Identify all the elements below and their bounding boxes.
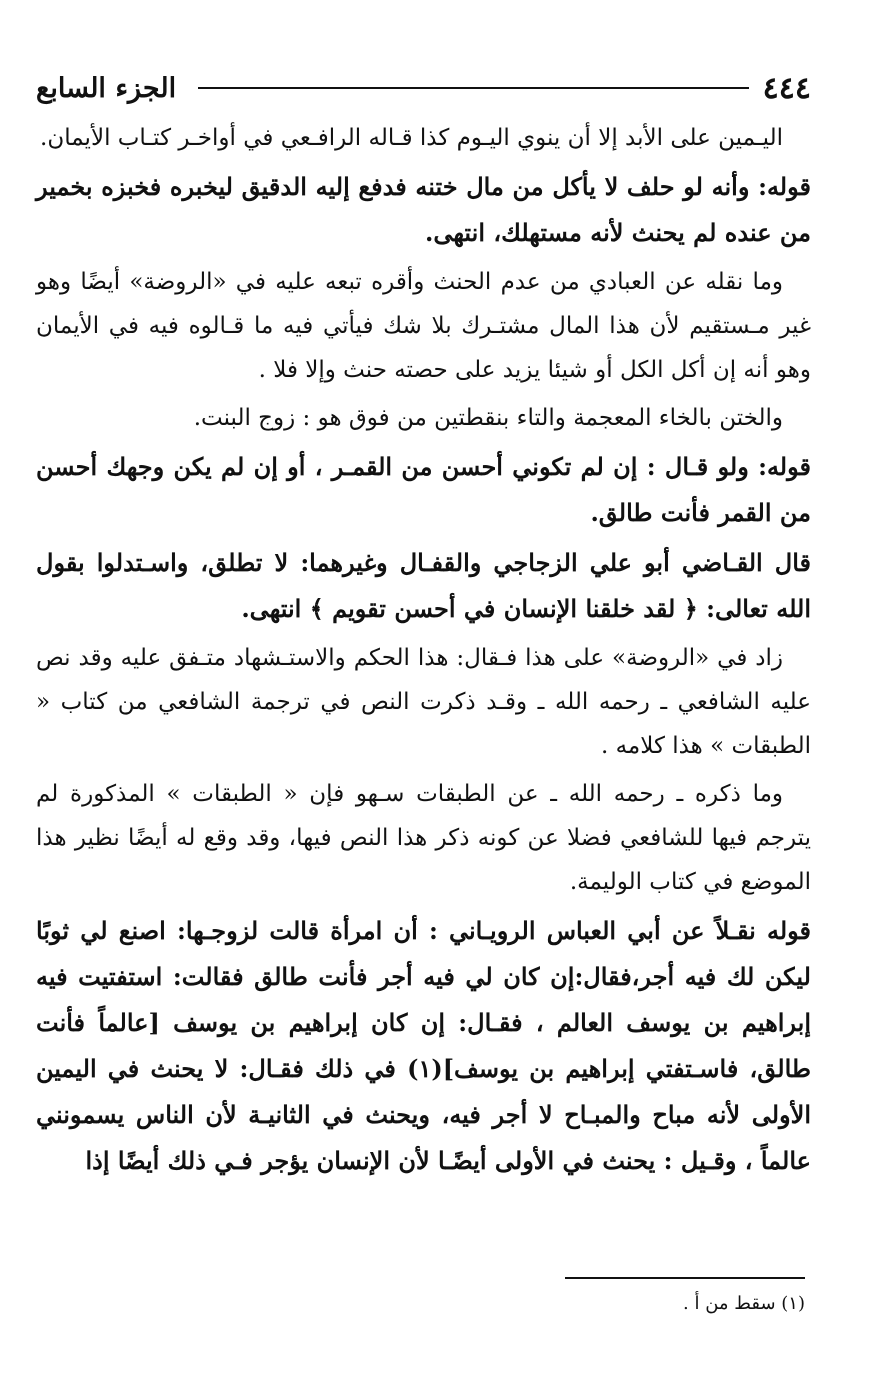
quoted-passage: قال القـاضي أبو علي الزجاجي والقفـال وغيرهما: لا تطلق، واسـتدلوا بقول الله تعالى: ﴿ لقد خلقنا الإنسان في أحسن تقويم ﴾ انتهى. <box>36 548 811 623</box>
footnote-rule <box>565 1277 805 1279</box>
paragraph: زاد في «الروضة» على هذا فـقال: هذا الحكم والاستـشهاد متـفق عليه وقد نص عليه الشافعي ـ رحمه الله ـ وقـد ذكرت النص في ترجمة الشافعي من كتاب « الطبقات » هذا كلامه . <box>36 645 811 759</box>
running-head: الجزء السابع <box>36 72 177 104</box>
paragraph: والختن بالخاء المعجمة والتاء بنقطتين من فوق هو : زوج البنت. <box>193 405 783 431</box>
page-header <box>36 68 811 108</box>
quoted-passage: قوله نقـلاً عن أبي العباس الرويـاني : أن امرأة قالت لزوجـها: اصنع لي ثوبًا ليكن لك فيه أجر،فقال:إن كان لي فيه أجر فأنت طالق فقالت: استفتيت فيه إبراهيم بن يوسف العالم ، فقـال: إن كان إبراهيم بن يوسف [عالماً فأنت طالق، فاسـتفتي إبراهيم بن يوسف](١) في ذلك فقـال: لا يحنث في اليمين الأولى لأنه مباح والمبـاح لا أجر فيه، ويحنث في الثانيـة لأن الناس يسمونني عالماً ، وقـيل : يحنث في الأولى أيضًـا لأن الإنسان يؤجر فـي ذلك أيضًا إذا <box>36 916 811 1175</box>
quoted-passage: قوله: وأنه لو حلف لا يأكل من مال ختنه فدفع إليه الدقيق ليخبره فخبزه بخمير من عنده لم يحنث لأنه مستهلك، انتهى. <box>36 172 811 247</box>
paragraph: وما نقله عن العبادي من عدم الحنث وأقره تبعه عليه في «الروضة» أيضًا وهو غير مـستقيم لأن هذا المال مشتـرك بلا شك فيأتي فيه ما قـالوه فيه في الأيمان وهو أنه إن أكل الكل أو شيئا يزيد على حصته حنث وإلا فلا . <box>36 269 811 383</box>
paragraph: وما ذكره ـ رحمه الله ـ عن الطبقات سـهو فإن « الطبقات » المذكورة لم يترجم فيها للشافعي فضلا عن كونه ذكر هذا النص فيها، وقد وقع له أيضًا نظير هذا الموضع في كتاب الوليمة. <box>36 781 811 895</box>
footnote: (١) سقط من أ . <box>683 1293 805 1314</box>
body-text <box>36 116 811 1184</box>
page-number: ٤٤٤ <box>762 70 811 106</box>
paragraph: اليـمين على الأبد إلا أن ينوي اليـوم كذا قـاله الرافـعي في أواخـر كتـاب الأيمان. <box>40 125 783 151</box>
quoted-passage: قوله: ولو قـال : إن لم تكوني أحسن من القمـر ، أو إن لم يكن وجهك أحسن من القمر فأنت طالق. <box>36 452 811 527</box>
header-rule <box>198 87 749 89</box>
